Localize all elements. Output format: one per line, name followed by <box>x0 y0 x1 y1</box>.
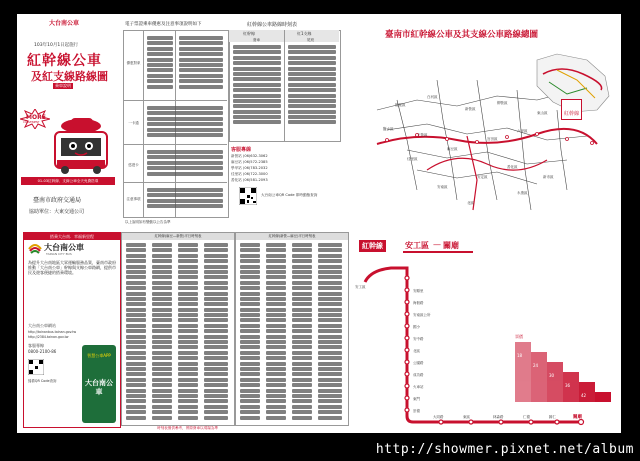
stop-label: 大同路 <box>433 415 444 419</box>
fare-footnote: 以上說明如有變動以公告為準 <box>125 220 171 224</box>
schedule-summary <box>229 22 341 222</box>
app-card-title: 大台南公車 <box>85 379 113 396</box>
timetable-right <box>235 232 349 426</box>
district-label: 北區 <box>467 201 474 205</box>
fare-label: 票價 <box>515 334 523 339</box>
district-label: 鹽水區 <box>383 127 394 131</box>
stop-label: 國小 <box>413 325 420 329</box>
stop-label: 歸仁 <box>549 415 556 419</box>
publisher-1: 臺南市政府交通局 <box>33 197 82 204</box>
fare-cell-text <box>147 106 223 138</box>
district-label: 後壁區 <box>395 103 406 107</box>
fare-row-label-3: 悠遊卡 <box>128 163 139 167</box>
timetable-right-col <box>240 243 260 421</box>
route-name-badge: 紅幹線 <box>359 240 386 252</box>
qr-code-icon[interactable] <box>28 359 44 375</box>
publisher-2: 協助單位：大東交通公司 <box>29 209 85 215</box>
fare-step: 18 <box>515 342 531 402</box>
timetable-left-col <box>126 243 146 421</box>
route-diagram <box>351 232 621 433</box>
route-from: 安工區 <box>405 241 429 250</box>
cover-title-2: 及紅支線路線圖 <box>31 70 108 83</box>
stop-label: 成功路 <box>413 373 424 377</box>
info-header: 搭乘大台南．幸福新里程 <box>24 233 120 240</box>
district-label: 東山區 <box>537 111 548 115</box>
system-map <box>347 14 621 226</box>
website-link-2[interactable]: http://2384.tainan.gov.tw <box>28 335 69 339</box>
cover-panel <box>17 14 120 226</box>
contact-line-2: 麻豆站 (06)572-2385 <box>231 160 268 164</box>
fare-step: 48 <box>595 392 611 402</box>
fare-step: 36 <box>563 372 579 402</box>
qr-caption: 掃描QR Code查詢 <box>28 379 57 383</box>
website-label: 大台南公車網站 <box>28 323 56 328</box>
timetable-left-col <box>204 243 228 421</box>
year-note: 103年10月1日起施行 <box>34 43 79 48</box>
brand-logo: 大台南公車 <box>49 20 80 27</box>
timetable-right-col <box>292 243 312 421</box>
district-label: 下營區 <box>417 133 428 137</box>
map-legend-label: 紅幹線 <box>564 111 580 117</box>
app-card <box>82 345 116 423</box>
schedule-sub-1: 發車 <box>253 38 260 42</box>
fare-row-label-4: 注意事項 <box>126 197 141 201</box>
fare-step: 42 <box>579 382 595 402</box>
route-network-map <box>347 40 621 226</box>
contact-line-3: 學甲站 (06)783-2032 <box>231 166 268 170</box>
district-label: 白河區 <box>427 95 438 99</box>
schedule-title: 紅幹線公車路線時刻表 <box>247 22 298 28</box>
fare-cell-text <box>147 36 173 90</box>
district-label: 麻豆區 <box>447 147 458 151</box>
fare-cell-text <box>147 150 223 177</box>
stop-label: 仁德 <box>523 415 530 419</box>
stop-label: 海佃路 <box>413 301 424 305</box>
stop-label: 東區 <box>463 415 470 419</box>
stop-label-terminal: 關廟 <box>573 415 582 420</box>
stop-label: 安中路 <box>413 337 424 341</box>
timetable-left-header: 紅幹線(麻豆—新營)平日時刻表 <box>122 233 234 240</box>
qr-note: 大台南公車QR Code 即時動態查詢 <box>261 193 318 197</box>
stop-label: 安順里 <box>413 289 424 293</box>
district-label: 新市區 <box>543 175 554 179</box>
logo-en: TAINAN CITY BUS <box>46 252 72 256</box>
contact-title: 客服專線 <box>231 147 252 153</box>
schedule-rows-right <box>288 45 336 126</box>
logo-cn: 大台南公車 <box>44 243 84 252</box>
brochure-page <box>17 14 621 433</box>
route-to: 關廟 <box>443 241 459 250</box>
stop-label: 林森路 <box>493 415 504 419</box>
stop-label: 崇德 <box>413 409 420 413</box>
stop-label: 安工區 <box>355 285 366 289</box>
mascot-bus-illustration <box>47 112 117 182</box>
map-legend-badge <box>561 99 582 120</box>
watermark-url: http://showmer.pixnet.net/album <box>375 442 634 457</box>
district-label: 安南區 <box>437 185 448 189</box>
fare-step: 30 <box>547 362 563 402</box>
fare-table <box>123 22 229 222</box>
cover-tag: 乘車說明 <box>55 83 71 88</box>
contact-line-5: 善化站 (06)581-2093 <box>231 178 268 182</box>
contact-line-4: 佳里站 (06)722-3000 <box>231 172 268 176</box>
stop-label: 東門 <box>413 397 420 401</box>
website-link-1[interactable]: http://tainanbus.tainan.gov.tw <box>28 330 77 334</box>
stop-label: 公園路 <box>413 361 424 365</box>
contact-line-1: 新營站 (06)632-3062 <box>231 154 268 158</box>
more-text: MORE <box>26 114 46 121</box>
hotline-label: 客服專線 <box>28 343 44 348</box>
promo-banner: 01-03紅幹線、支線公車全天免費搭乘 <box>21 177 115 185</box>
schedule-sub-2: 尾班 <box>307 38 314 42</box>
district-label: 柳營區 <box>497 101 508 105</box>
fare-cell-text <box>147 188 223 210</box>
fare-table-title: 電子票證乘車優惠及注意事項說明如下 <box>125 22 202 27</box>
schedule-col-1: 紅幹線 <box>243 31 255 36</box>
district-label: 六甲區 <box>517 129 528 133</box>
route-arrow: — <box>433 240 441 249</box>
fare-step: 24 <box>531 352 547 402</box>
district-label: 新營區 <box>465 107 476 111</box>
hotline-number: 0800-2100-86 <box>28 349 57 354</box>
fare-cell-text <box>179 36 223 90</box>
info-paragraph: 為提升大台南地區大眾運輸服務品質，臺南市政府推動「大台南公車」幹線與支線公車路網，提供市民及遊客便捷的搭乘環境。 <box>28 260 116 275</box>
route-line-diagram <box>351 252 621 432</box>
district-label: 善化區 <box>507 165 518 169</box>
timetable-right-header: 紅幹線(新營—麻豆)平日時刻表 <box>236 233 348 240</box>
timetable-left-col <box>178 243 198 421</box>
timetable-left-col <box>152 243 172 421</box>
district-label: 永康區 <box>517 191 528 195</box>
timetable-footnote: 時刻表僅供參考，實際發車以現場為準 <box>157 426 219 430</box>
stop-label: 火車站 <box>413 385 424 389</box>
fare-row-label-1: 優惠對象 <box>126 61 141 65</box>
stop-label: 安南區公所 <box>413 313 431 317</box>
qr-code-icon[interactable] <box>239 187 257 205</box>
cover-title-1: 紅幹線公車 <box>27 53 102 69</box>
stop-label: 北區 <box>413 349 420 353</box>
app-card-sub: 智慧公車APP <box>87 353 111 358</box>
map-title: 臺南市紅幹線公車及其支線公車路線總圖 <box>385 30 539 40</box>
timetable-right-col <box>266 243 286 421</box>
info-box <box>23 232 121 428</box>
schedule-col-2: 紅1支線 <box>297 31 312 36</box>
tainan-bus-logo-icon <box>28 243 42 255</box>
district-label: 安定區 <box>477 175 488 179</box>
fare-row-label-2: 一卡通 <box>128 121 139 125</box>
timetable-right-col <box>318 243 342 421</box>
district-label: 佳里區 <box>407 157 418 161</box>
district-label: 官田區 <box>487 137 498 141</box>
more-badge <box>20 109 50 129</box>
more-sub: CONVENIENT <box>23 121 40 124</box>
schedule-rows-left <box>233 45 281 126</box>
timetable-left <box>121 232 235 426</box>
